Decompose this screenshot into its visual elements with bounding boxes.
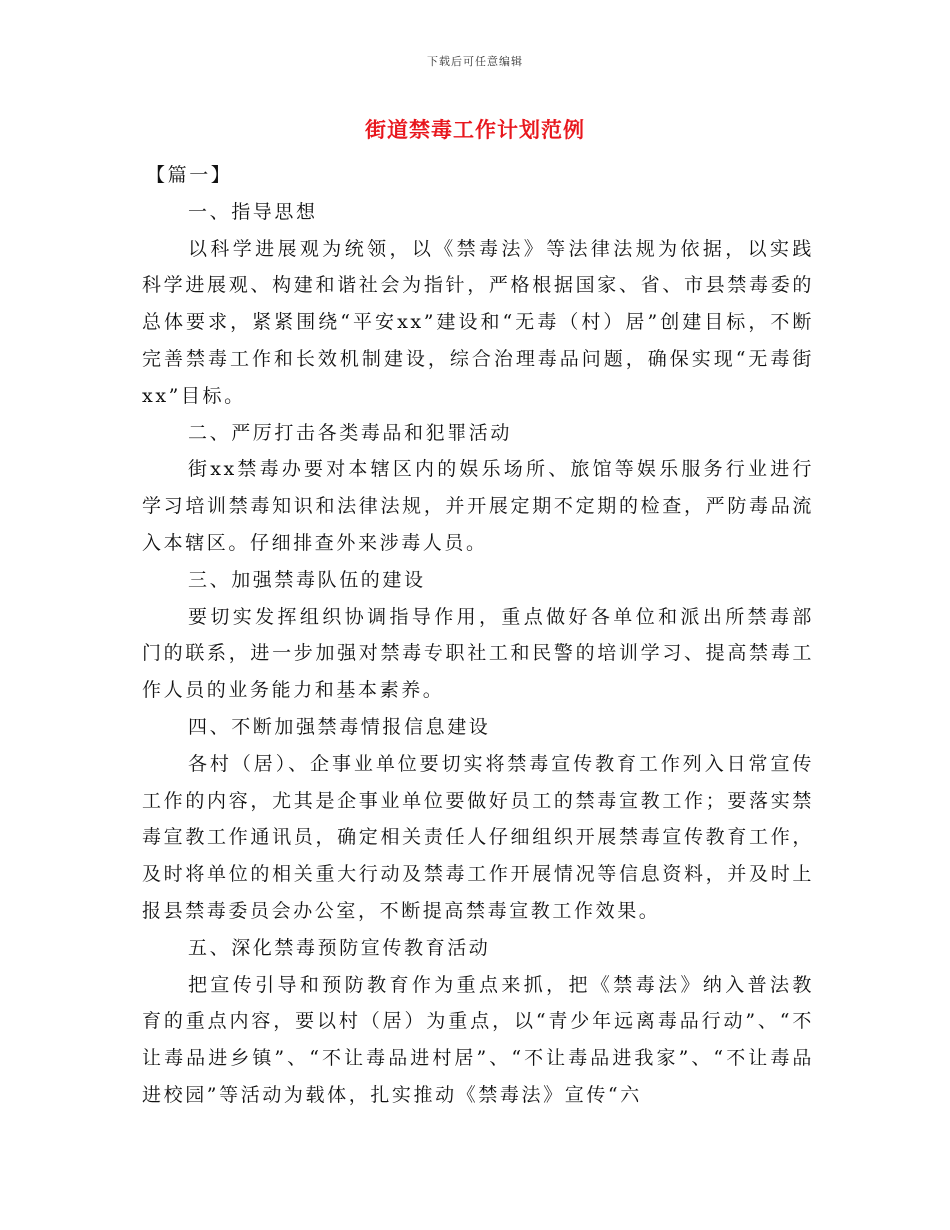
document-body	[142, 157, 814, 1114]
section-label: 【篇一】	[146, 164, 233, 186]
heading-team-building: 三、加强禁毒队伍的建设	[188, 568, 426, 591]
heading-prevention-education: 五、深化禁毒预防宣传教育活动	[188, 936, 491, 959]
paragraph-team-building: 要切实发挥组织协调指导作用，重点做好各单位和派出所禁毒部门的联系，进一步加强对禁毒专职社工和民警的培训学习、提高禁毒工作人员的业务能力和基本素养。	[142, 605, 814, 702]
paragraph-crackdown: 街xx禁毒办要对本辖区内的娱乐场所、旅馆等娱乐服务行业进行学习培训禁毒知识和法律法规，并开展定期不定期的检查，严防毒品流入本辖区。仔细排查外来涉毒人员。	[142, 458, 814, 554]
document-title: 街道禁毒工作计划范例	[365, 117, 585, 142]
paragraph-guiding-ideology: 以科学进展观为统领，以《禁毒法》等法律法规为依据，以实践科学进展观、构建和谐社会为指针，严格根据国家、省、市县禁毒委的总体要求，紧紧围绕“平安xx”建设和“无毒（村）居”创建目标，不断完善禁毒工作和长效机制建设，综合治理毒品问题，确保实现“无毒街xx”目标。	[142, 237, 814, 407]
header-note: 下载后可任意编辑	[427, 55, 523, 68]
paragraph-prevention-education: 把宣传引导和预防教育作为重点来抓，把《禁毒法》纳入普法教育的重点内容，要以村（居）为重点，以“青少年远离毒品行动”、“不让毒品进乡镇”、“不让毒品进村居”、“不让毒品进我家”、“不让毒品进校园”等活动为载体，扎实推动《禁毒法》宣传“六	[142, 973, 814, 1106]
heading-intelligence: 四、不断加强禁毒情报信息建设	[188, 715, 491, 738]
heading-crackdown: 二、严厉打击各类毒品和犯罪活动	[188, 421, 513, 444]
heading-guiding-ideology: 一、指导思想	[188, 200, 318, 223]
paragraph-intelligence: 各村（居）、企事业单位要切实将禁毒宣传教育工作列入日常宣传工作的内容，尤其是企事业单位要做好员工的禁毒宣教工作；要落实禁毒宣教工作通讯员，确定相关责任人仔细组织开展禁毒宣传教育工作，及时将单位的相关重大行动及禁毒工作开展情况等信息资料，并及时上报县禁毒委员会办公室，不断提高禁毒宣教工作效果。	[142, 752, 814, 922]
